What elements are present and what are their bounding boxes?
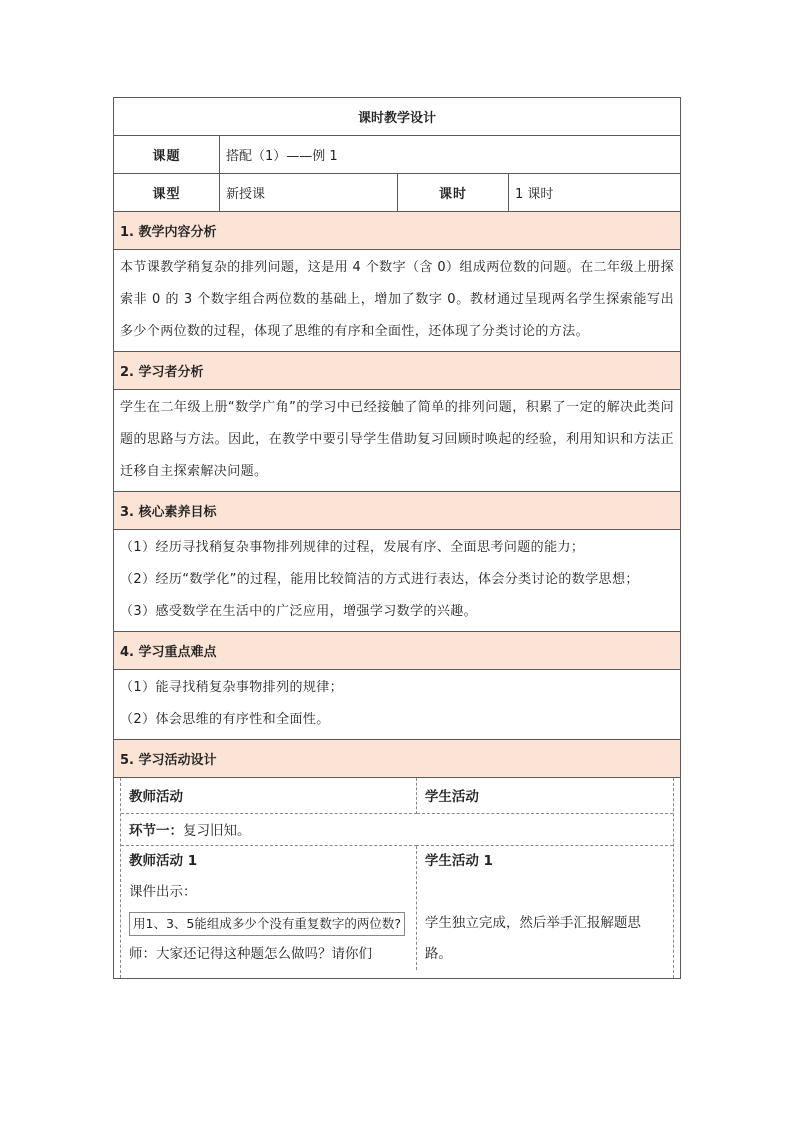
topic-value: 搭配（1）——例 1	[220, 136, 681, 174]
activity-design-container	[114, 778, 681, 979]
activity-table	[121, 778, 673, 970]
student-activity-cell	[416, 845, 673, 970]
core-goals-list	[114, 530, 681, 632]
section-content-analysis-heading: 1. 教学内容分析	[114, 212, 681, 250]
core-goal-item: （1）经历寻找稍复杂事物排列规律的过程，发展有序、全面思考问题的能力；	[120, 540, 585, 555]
section-activity-design-heading: 5. 学习活动设计	[114, 740, 681, 778]
activity-table-frame	[120, 778, 674, 978]
question-box: 用1、3、5能组成多少个没有重复数字的两位数?	[129, 912, 405, 936]
lesson-plan-page	[113, 97, 680, 979]
key-points-list	[114, 670, 681, 740]
student-activity-text: 学生独立完成，然后举手汇报解题思路。	[424, 914, 641, 962]
lesson-type-label: 课型	[114, 174, 220, 212]
teacher-activity-header: 教师活动	[121, 778, 416, 813]
student-activity-header: 学生活动	[416, 778, 673, 813]
topic-label: 课题	[114, 136, 220, 174]
lesson-plan-table	[113, 97, 681, 979]
teacher-activity-cell	[121, 845, 416, 970]
courseware-label: 课件出示：	[129, 883, 197, 900]
teacher-activity-title: 教师活动 1	[129, 852, 198, 869]
section-learner-analysis-heading: 2. 学习者分析	[114, 352, 681, 390]
stage-row	[121, 813, 673, 845]
class-hours-value: 1 课时	[509, 174, 681, 212]
stage-label: 环节一：	[129, 823, 183, 839]
core-goal-item: （3）感受数学在生活中的广泛应用，增强学习数学的兴趣。	[120, 604, 478, 619]
document-title: 课时教学设计	[114, 98, 681, 136]
core-goal-item: （2）经历“数学化”的过程，能用比较简洁的方式进行表达，体会分类讨论的数学思想；	[120, 572, 639, 587]
learner-analysis-text: 学生在二年级上册“数学广角”的学习中已经接触了简单的排列问题，积累了一定的解决此类问题的思路与方法。因此，在教学中要引导学生借助复习回顾时唤起的经验，利用知识和方法正迁移自主探索解决问题。	[114, 390, 681, 492]
key-point-item: （1）能寻找稍复杂事物排列的规律；	[120, 680, 344, 695]
lesson-type-value: 新授课	[220, 174, 398, 212]
section-core-goals-heading: 3. 核心素养目标	[114, 492, 681, 530]
student-activity-title: 学生活动 1	[424, 852, 493, 869]
class-hours-label: 课时	[398, 174, 509, 212]
key-point-item: （2）体会思维的有序性和全面性。	[120, 712, 330, 727]
section-key-points-heading: 4. 学习重点难点	[114, 632, 681, 670]
stage-value: 复习旧知。	[183, 823, 251, 839]
teacher-prompt-text: 师：大家还记得这种题怎么做吗？请你们	[129, 945, 372, 962]
content-analysis-text: 本节课教学稍复杂的排列问题，这是用 4 个数字（含 0）组成两位数的问题。在二年级上册探索非 0 的 3 个数字组合两位数的基础上，增加了数字 0。教材通过呈现两名学生探索能写出多少个两位数的过程，体现了思维的有序和全面性，还体现了分类讨论的方法。	[114, 250, 681, 352]
